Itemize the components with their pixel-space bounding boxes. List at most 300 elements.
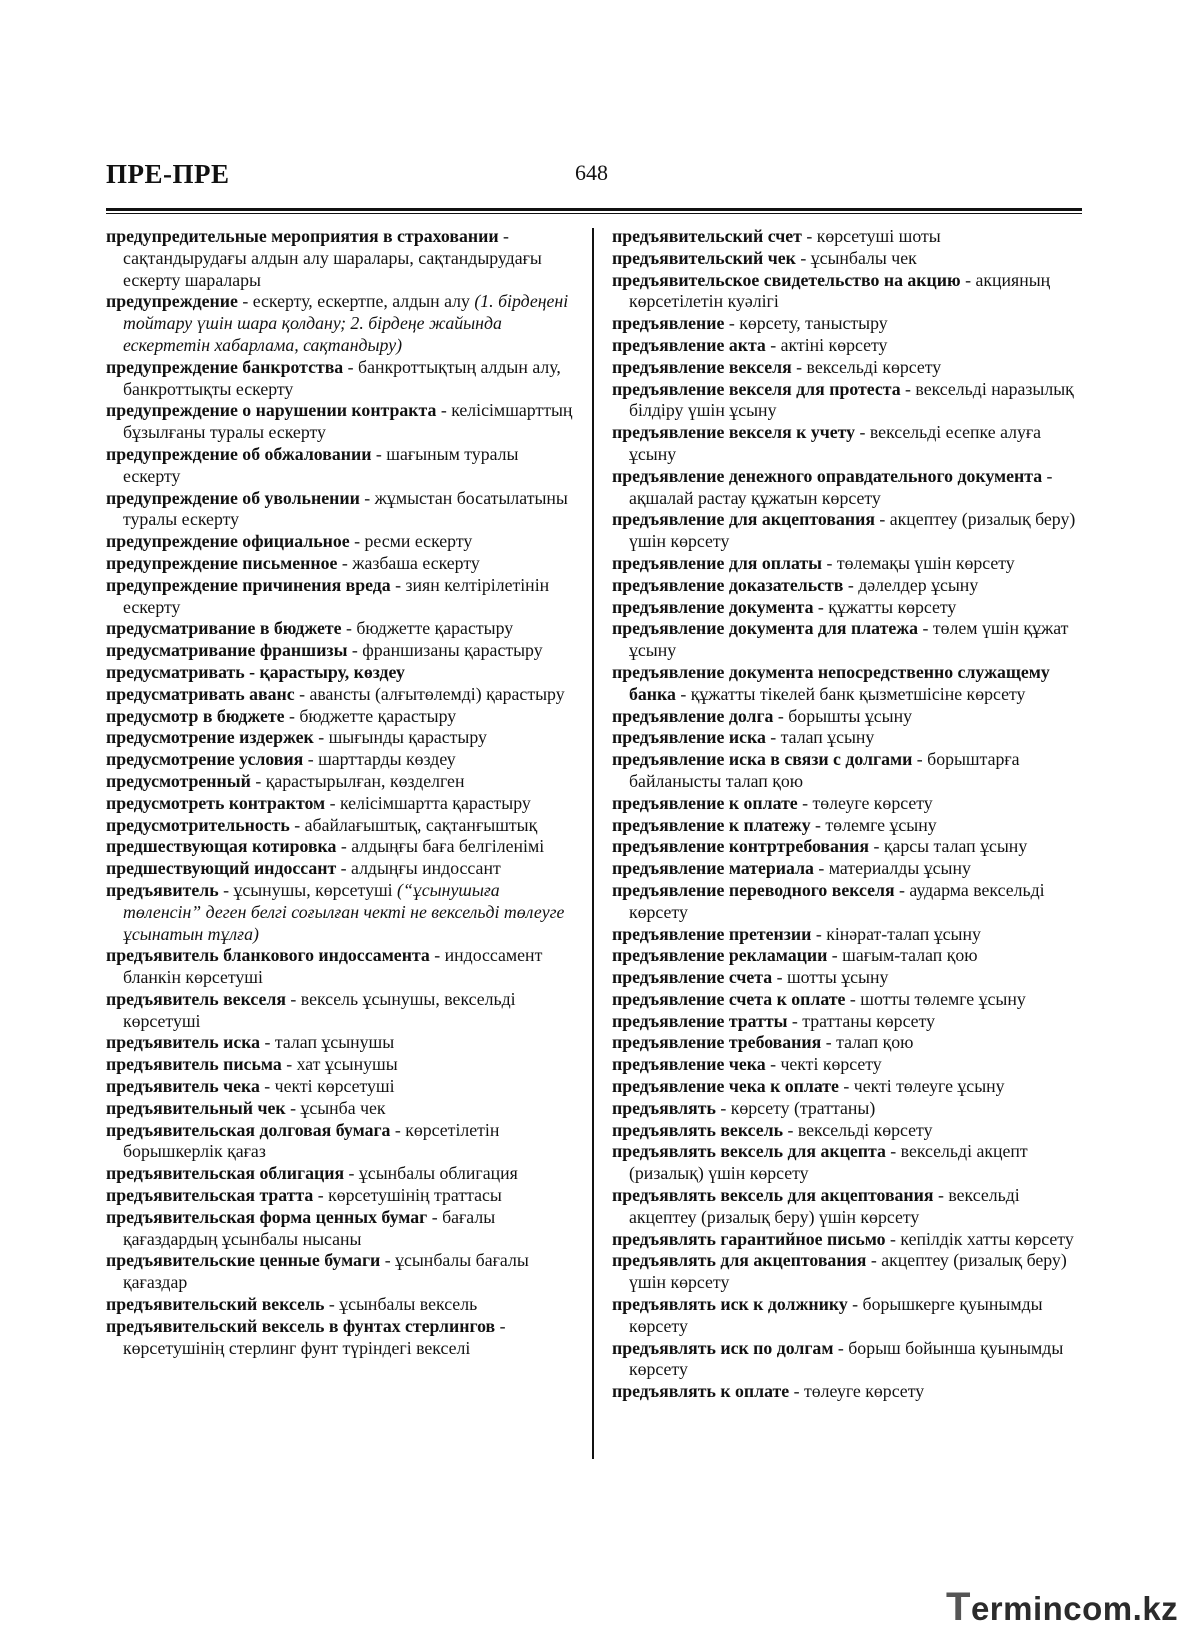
entry-definition: материалды ұсыну [828,858,971,879]
entry-term: предъявление претензии [612,923,812,944]
entry-term: предъявительская форма ценных бумаг [106,1206,428,1227]
entry-term: предусмотр в бюджете [106,705,285,726]
entry-definition: көрсетуші шоты [816,226,941,246]
entry-separator: - [821,1032,837,1053]
entry-definition: вексель ұсынушы, вексельді көрсетуші [123,988,516,1031]
entry-definition: чекті көрсету [780,1054,882,1075]
dictionary-entry [106,1120,576,1164]
dictionary-entry [106,553,576,575]
entry-separator: - [218,879,234,900]
entry-definition: алдыңғы индоссант [351,858,501,879]
entry-term: предъявление переводного векселя [612,879,895,900]
entry-separator: - [250,770,266,791]
entry-definition: келісімшарттың бұзылғаны туралы ескерту [123,400,573,443]
entry-term: предъявление иска [612,727,766,748]
entry-definition: жазбаша ескерту [352,552,480,573]
entry-term: предусматривать - қарастыру, көздеу [106,661,405,682]
entry-term: предъявление [612,313,725,334]
entry-definition: акцептеу (ризалық беру) үшін көрсету [629,509,1076,552]
dictionary-entry [612,248,1082,270]
dictionary-entry [106,945,576,989]
entry-term: предупреждение [106,291,238,312]
entry-term: предусматривание франшизы [106,640,348,661]
entry-definition: борыш бойынша қуынымды көрсету [629,1337,1064,1380]
entry-separator: - [783,1119,798,1140]
entry-definition: көрсетушінің стерлинг фунт түріндегі векселі [123,1337,471,1358]
entry-term: предъявление документа для платежа [612,618,919,639]
entry-separator: - [281,1054,297,1075]
entry-separator: - [285,988,301,1009]
entry-term: предъявлять вексель [612,1119,783,1140]
dictionary-entry [612,335,1082,357]
entry-definition: дәлелдер ұсыну [858,574,979,595]
column-divider [592,228,594,1459]
dictionary-entry [106,858,576,880]
entry-separator: - [313,1185,329,1206]
entry-term: предупреждение о нарушении контракта [106,400,437,421]
dictionary-entry [612,597,1082,619]
entry-separator: - [359,487,375,508]
dictionary-entry [612,1229,1082,1251]
dictionary-entry [106,727,576,749]
dictionary-entry [106,226,576,291]
entry-separator: - [894,879,910,900]
entry-separator: - [336,836,352,857]
entry-definition: келісімшартта қарастыру [339,792,531,813]
entry-term: предусматривание в бюджете [106,618,342,639]
entry-separator: - [390,574,406,595]
entry-term: предъявитель иска [106,1032,261,1053]
entry-term: предъявлять вексель для акцепта [612,1141,886,1162]
dictionary-entry [612,466,1082,510]
entry-term: предъявительское свидетельство на акцию [612,269,961,290]
entry-separator: - [303,749,319,770]
entry-term: предусмотрение условия [106,749,304,770]
entry-separator: - [900,378,916,399]
entry-separator: - [845,988,861,1009]
entry-definition: төлем үшін құжат ұсыну [629,618,1069,661]
entry-term: предупреждение об увольнении [106,487,360,508]
entry-separator: - [822,552,837,573]
dictionary-entry [106,749,576,771]
entry-definition: шағым-талап қою [842,945,978,966]
entry-definition: ұсынбалы облигация [358,1163,518,1184]
dictionary-entry [106,815,576,837]
entry-term: предъявительский счет [612,226,802,246]
entry-term: предъявительская долговая бумага [106,1119,391,1140]
entry-term: предъявительский вексель в фунтах стерлингов [106,1315,496,1336]
entry-term: предъявительская облигация [106,1163,345,1184]
entry-note: (1. бірдеңені тойтару үшін шара қолдану; 2. бірдеңе жайында ескертетін хабарлама, сақтандыру) [123,291,569,355]
dictionary-entry [612,924,1082,946]
entry-definition: вексельді есепке алуға ұсыну [629,422,1042,464]
entry-term: предъявительный чек [106,1097,286,1118]
right-column [612,226,1082,1403]
entry-definition: төлеуге көрсету [804,1381,925,1402]
dictionary-entry [612,1381,1082,1403]
entry-separator: - [427,1206,443,1227]
dictionary-entry [106,1098,576,1120]
entry-term: предъявление документа непосредственно служащему банка [612,661,1050,704]
dictionary-entry [612,379,1082,423]
dictionary-entry [106,1294,576,1316]
dictionary-entry [106,618,576,640]
entry-separator: - [260,1032,275,1053]
dictionary-entry [612,727,1082,749]
entry-separator: - [341,618,357,639]
dictionary-entry [612,1032,1082,1054]
dictionary-entry [612,945,1082,967]
entry-definition: вексельді акцептеу (ризалық беру) үшін көрсету [629,1185,1020,1227]
entry-term: предусмотреть контрактом [106,792,326,813]
entry-definition: қарсы талап ұсыну [883,836,1028,857]
entry-definition: вексельді көрсету [797,1119,933,1140]
entry-term: предъявитель [106,879,219,900]
entry-separator: - [869,836,884,857]
entry-separator: - [811,923,827,944]
entry-definition: ұсынбалы бағалы қағаздар [123,1250,529,1293]
entry-separator: - [918,618,933,639]
entry-definition: төлемақы үшін көрсету [836,552,1015,573]
entry-separator: - [827,945,843,966]
entry-definition: талап ұсыну [780,727,875,748]
entry-separator: - [797,792,813,813]
entry-separator: - [787,1010,803,1031]
entry-separator: - [436,400,452,421]
entry-separator: - [813,858,829,879]
entry-separator: - [885,1228,901,1249]
entry-separator: - [294,683,310,704]
page-number: 648 [575,160,608,185]
entry-term: предусмотрительность [106,814,290,835]
dictionary-entry [106,1076,576,1098]
dictionary-entry [106,1054,576,1076]
section-range-title: ПРЕ-ПРЕ [106,159,230,189]
entry-definition: шотты ұсыну [786,967,889,988]
entry-term: предъявление денежного оправдательного документа [612,465,1043,486]
dictionary-entry [106,1250,576,1294]
entry-definition: ресми ескерту [364,531,473,552]
entry-separator: - [813,596,829,617]
dictionary-entry [106,640,576,662]
dictionary-entry [612,1338,1082,1382]
entry-definition: борышты ұсыну [788,705,913,726]
entry-term: предъявитель векселя [106,988,286,1009]
dictionary-entry [612,1250,1082,1294]
left-column [106,226,576,1359]
dictionary-entry [106,291,576,356]
dictionary-entry [106,1185,576,1207]
entry-term: предъявлять к оплате [612,1381,790,1402]
dictionary-entry [612,1141,1082,1185]
entry-term: предъявительская тратта [106,1185,314,1206]
entry-separator: - [380,1250,396,1271]
entry-separator: - [336,858,352,879]
entry-definition: ақшалай растау құжатын көрсету [629,487,881,508]
dictionary-entry [106,1207,576,1251]
entry-separator: - [773,705,789,726]
entry-term: предшествующий индоссант [106,858,337,879]
dictionary-entry [106,771,576,793]
entry-separator: - [855,422,870,443]
entry-term: предъявитель чека [106,1076,260,1097]
entry-term: предъявление иска в связи с долгами [612,749,913,770]
entry-separator: - [259,1076,275,1097]
entry-term: предъявление доказательств [612,574,844,595]
entry-separator: - [289,814,305,835]
entry-definition: кепілдік хатты көрсету [900,1228,1074,1249]
entry-definition: банкроттықтың алдын алу, банкроттықты ескерту [123,356,561,399]
entry-term: предъявление документа [612,596,814,617]
entry-definition: абайлағыштық, сақтанғыштық [304,814,538,835]
dictionary-entry [612,1076,1082,1098]
entry-separator: - [838,1076,854,1097]
dictionary-entry [612,793,1082,815]
entry-definition: көрсету, таныстыру [739,313,888,334]
entry-definition: талап қою [836,1032,914,1053]
entry-term: предъявлять [612,1097,716,1118]
entry-definition: чекті төлеуге ұсыну [853,1076,1005,1097]
entry-separator: - [371,443,387,464]
entry-definition: вексельді акцепт (ризалық) үшін көрсету [629,1141,1028,1184]
entry-term: предъявление контртребования [612,836,870,857]
entry-separator: - [933,1185,949,1206]
entry-definition: франшизаны қарастыру [362,640,543,661]
entry-term: предъявлять иск по долгам [612,1337,834,1358]
entry-definition: ұсынбалы чек [810,247,917,268]
entry-separator: - [912,749,928,770]
entry-definition: вексельді көрсету [806,356,942,377]
entry-separator: - [724,313,740,334]
dictionary-entry [612,422,1082,466]
dictionary-entry [106,662,576,684]
entry-separator: - [885,1141,901,1162]
dictionary-entry [612,1185,1082,1229]
entry-definition: талап ұсынушы [274,1032,395,1053]
dictionary-entry [106,706,576,728]
entry-term: предъявительский чек [612,247,796,268]
entry-term: предъявление векселя [612,356,792,377]
entry-term: предусмотрение издержек [106,727,314,748]
entry-definition: зиян келтірілетінін ескерту [123,574,550,617]
entry-term: предусмотренный [106,770,251,791]
dictionary-entry [106,400,576,444]
dictionary-entry [106,1316,576,1360]
entry-definition: кінәрат-талап ұсыну [826,923,981,944]
entry-separator: - [325,792,340,813]
entry-term: предъявлять гарантийное письмо [612,1228,886,1249]
logo-letter-t: T [946,1585,971,1629]
entry-definition: вексельді наразылық білдіру үшін ұсыну [629,378,1074,421]
dictionary-entry [612,575,1082,597]
entry-separator: - [237,291,253,312]
logo-domain: .kz [1132,1590,1178,1627]
entry-definition: көрсету (траттаны) [730,1097,876,1118]
entry-separator: - [801,226,817,246]
terminkom-logo [946,1585,1178,1630]
entry-term: предусматривать аванс [106,683,295,704]
entry-term: предъявление долга [612,705,774,726]
entry-term: предупредительные мероприятия в страховании [106,226,499,246]
entry-term: предъявление к платежу [612,814,811,835]
dictionary-entry [106,684,576,706]
dictionary-entry [612,880,1082,924]
entry-definition: шығынды қарастыру [328,727,487,748]
entry-separator: - [343,356,359,377]
entry-term: предъявление для акцептования [612,509,875,530]
dictionary-entry [106,1163,576,1185]
entry-separator: - [847,1294,863,1315]
entry-definition: бюджетте қарастыру [299,705,457,726]
entry-term: предъявитель бланкового индоссамента [106,945,430,966]
dictionary-entry [106,531,576,553]
dictionary-entry [612,815,1082,837]
dictionary-entry [106,575,576,619]
dictionary-entry [106,989,576,1033]
entry-separator: - [675,683,691,704]
entry-separator: - [765,727,781,748]
entry-term: предъявление материала [612,858,814,879]
entry-term: предъявление векселя к учету [612,422,856,443]
entry-definition: борыштарға байланысты талап қою [629,749,1020,791]
entry-separator: - [313,727,329,748]
dictionary-entry [612,989,1082,1011]
entry-separator: - [715,1097,731,1118]
entry-term: предъявление акта [612,334,766,355]
entry-separator: - [866,1250,882,1271]
dictionary-entry [612,270,1082,314]
dictionary-entry [612,509,1082,553]
entry-separator: - [843,574,859,595]
entry-definition: көрсетілетін борышкерлік қағаз [123,1119,500,1162]
entry-term: предъявитель письма [106,1054,282,1075]
entry-term: предъявительский вексель [106,1294,325,1315]
dictionary-entry [106,357,576,401]
entry-definition: ұсынбалы вексель [339,1294,478,1315]
entry-definition: хат ұсынушы [296,1054,398,1075]
entry-term: предупреждение банкротства [106,356,344,377]
dictionary-entry [612,967,1082,989]
entry-definition: алдыңғы баға белгіленімі [351,836,545,857]
entry-separator: - [960,269,976,290]
entry-separator: - [1042,465,1053,486]
entry-note: (“ұсынушыға төленсін” деген белгі соғылған чекті не вексельді төлеуге ұсынатын тұлға) [123,879,565,944]
entry-separator: - [791,356,807,377]
entry-separator: - [833,1337,849,1358]
entry-definition: бағалы қағаздардың ұсынбалы нысаны [123,1206,496,1249]
entry-term: предъявление счета к оплате [612,988,846,1009]
entry-term: предъявлять для акцептования [612,1250,867,1271]
dictionary-entry [612,749,1082,793]
dictionary-entry [612,1011,1082,1033]
dictionary-entry [106,488,576,532]
entry-separator: - [810,814,826,835]
entry-definition: акцептеу (ризалық беру) үшін көрсету [629,1250,1067,1293]
entry-definition: актіні көрсету [780,334,888,355]
dictionary-entry [106,880,576,945]
entry-separator: - [789,1381,804,1402]
entry-term: предъявление чека к оплате [612,1076,839,1097]
dictionary-entry [612,1098,1082,1120]
dictionary-entry [106,793,576,815]
entry-term: предъявление векселя для протеста [612,378,901,399]
entry-definition: ұсынушы, көрсетуші [233,879,398,900]
entry-definition: индоссамент бланкін көрсетуші [123,945,543,988]
entry-definition: траттаны көрсету [802,1010,935,1031]
dictionary-entry [612,618,1082,662]
dictionary-entry [612,553,1082,575]
entry-separator: - [344,1163,359,1184]
entry-separator: - [765,334,781,355]
dictionary-entry [612,858,1082,880]
dictionary-entry [612,226,1082,248]
entry-definition: авансты (алғытөлемді) қарастыру [309,683,565,704]
entry-definition: шотты төлемге ұсыну [860,988,1026,1009]
dictionary-entry [612,836,1082,858]
entry-term: предъявление рекламации [612,945,828,966]
entry-term: предъявительские ценные бумаги [106,1250,381,1271]
entry-definition: ұсынба чек [300,1097,386,1118]
dictionary-entry [106,1032,576,1054]
dictionary-entry [612,706,1082,728]
entry-term: предъявление чека [612,1054,766,1075]
entry-term: предъявление для оплаты [612,552,823,573]
entry-separator: - [772,967,787,988]
entry-term: предупреждение официальное [106,531,350,552]
entry-definition: аударма вексельді көрсету [629,879,1045,922]
entry-term: предъявление счета [612,967,773,988]
entry-definition: шарттарды көздеу [318,749,456,770]
entry-term: предъявлять вексель для акцептования [612,1185,934,1206]
entry-definition: құжатты көрсету [828,596,957,617]
entry-definition: құжатты тікелей банк қызметшісіне көрсету [690,683,1026,704]
dictionary-entry [106,836,576,858]
entry-definition: чекті көрсетуші [274,1076,395,1097]
entry-term: предупреждение письменное [106,552,338,573]
entry-term: предъявление тратты [612,1010,788,1031]
entry-definition: сақтандырудағы алдын алу шаралары, сақтандырудағы ескерту шаралары [123,247,542,290]
dictionary-entry [612,1120,1082,1142]
entry-definition: борышкерге қуынымды көрсету [629,1294,1043,1336]
entry-separator: - [795,247,811,268]
entry-term: предъявление к оплате [612,792,798,813]
entry-separator: - [390,1119,406,1140]
entry-separator: - [349,531,365,552]
entry-definition: бюджетте қарастыру [356,618,514,639]
entry-definition: көрсетушінің траттасы [328,1185,502,1206]
entry-separator: - [874,509,890,530]
entry-separator: - [337,552,353,573]
dictionary-entry [612,662,1082,706]
dictionary-entry [612,1294,1082,1338]
logo-text: ermincom [970,1590,1133,1627]
entry-separator: - [498,226,509,246]
entry-separator: - [765,1054,781,1075]
entry-term: предупреждение причинения вреда [106,574,391,595]
entry-separator: - [429,945,445,966]
entry-separator: - [285,1097,301,1118]
entry-term: предъявление требования [612,1032,822,1053]
entry-separator: - [324,1294,340,1315]
entry-separator: - [284,705,300,726]
entry-definition: қарастырылған, көзделген [265,770,465,791]
dictionary-entry [612,357,1082,379]
dictionary-entry [612,1054,1082,1076]
dictionary-entry [106,444,576,488]
entry-term: предшествующая котировка [106,836,337,857]
entry-separator: - [495,1315,506,1336]
entry-definition: төлеуге көрсету [812,792,933,813]
